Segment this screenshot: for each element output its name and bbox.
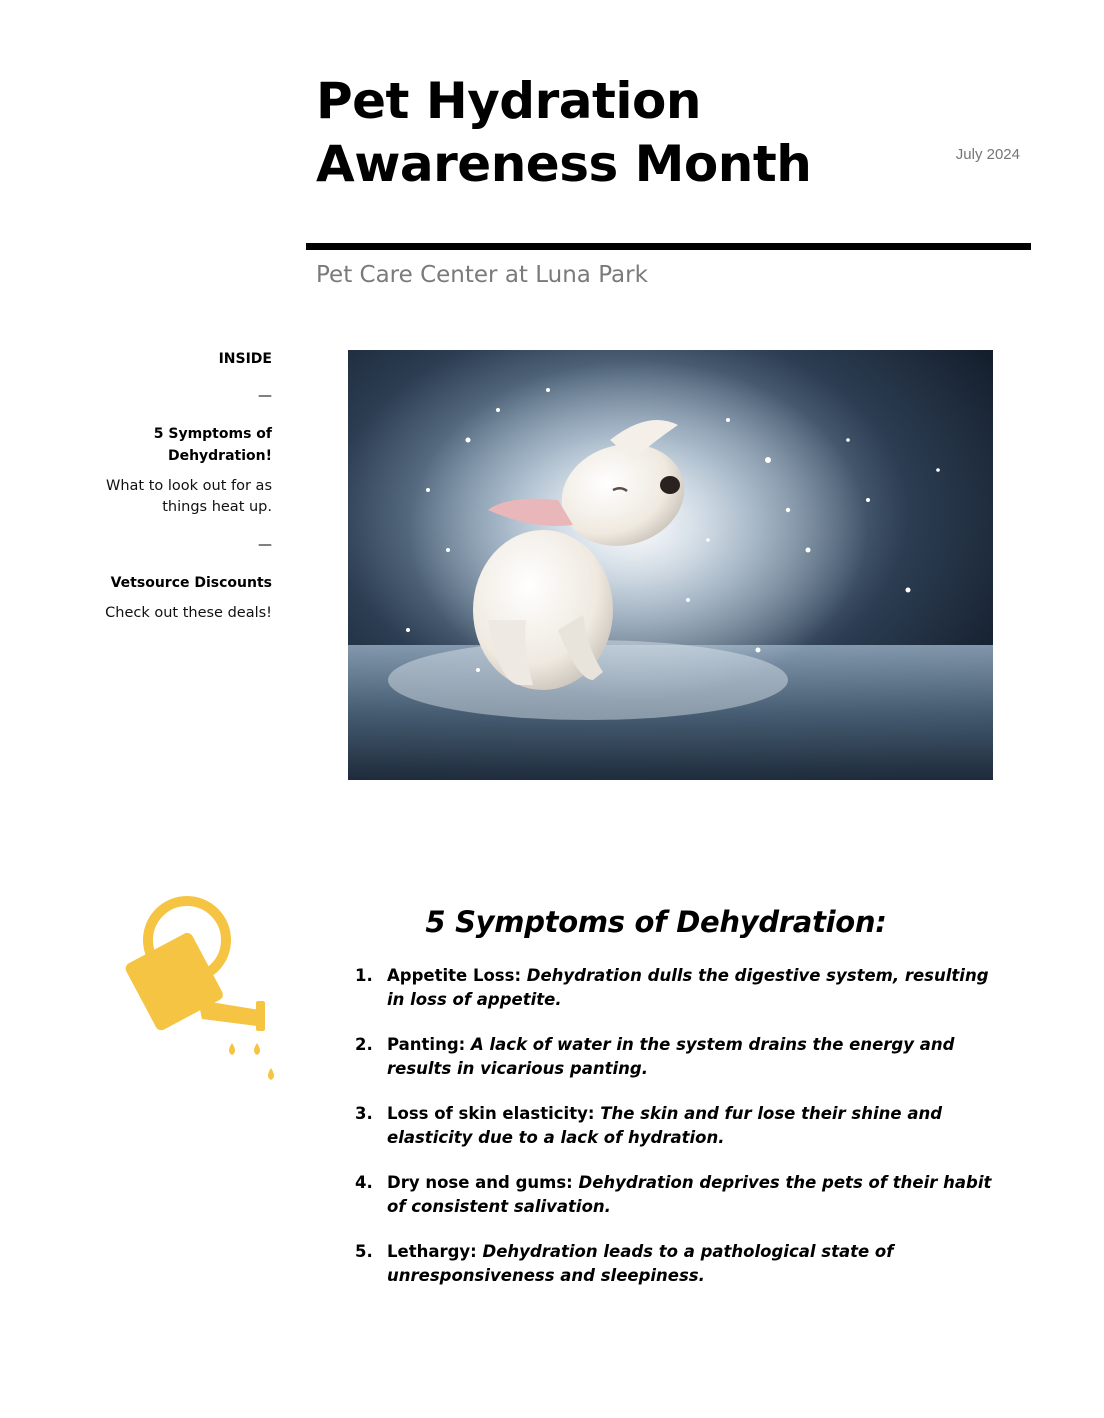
item-term: Loss of skin elasticity: — [387, 1104, 601, 1123]
list-item — [350, 1240, 1000, 1288]
sidebar-item-description: Check out these deals! — [105, 605, 272, 621]
issue-date: July 2024 — [955, 146, 1020, 163]
sidebar-item-title: 5 Symptoms of Dehydration! — [153, 426, 272, 464]
item-description: A lack of water in the system drains the energy and results in vicarious panting. — [387, 1035, 955, 1078]
header-divider — [306, 243, 1031, 250]
item-number: 2. — [355, 1035, 373, 1054]
sidebar-item-title: Vetsource Discounts — [110, 575, 272, 591]
title-line-2: Awareness Month — [316, 135, 812, 193]
list-item — [350, 1102, 1000, 1150]
list-item — [350, 964, 1000, 1012]
dog-shaking-water-photo — [348, 350, 993, 780]
item-term: Dry nose and gums: — [387, 1173, 579, 1192]
item-term: Lethargy: — [387, 1242, 483, 1261]
item-description: Dehydration deprives the pets of their habit of consistent salivation. — [387, 1173, 992, 1216]
sidebar-divider: — — [258, 388, 272, 404]
item-number: 1. — [355, 966, 373, 985]
sidebar-divider: — — [258, 537, 272, 553]
symptoms-heading: 5 Symptoms of Dehydration: — [425, 905, 887, 939]
item-description: The skin and fur lose their shine and elasticity due to a lack of hydration. — [387, 1104, 943, 1147]
list-item — [350, 1033, 1000, 1081]
item-term: Panting: — [387, 1035, 471, 1054]
symptoms-list — [350, 964, 1000, 1309]
list-item — [350, 1171, 1000, 1219]
item-number: 4. — [355, 1173, 373, 1192]
item-number: 3. — [355, 1104, 373, 1123]
item-term: Appetite Loss: — [387, 966, 527, 985]
sidebar-heading: INSIDE — [218, 351, 272, 367]
page-title — [316, 70, 811, 196]
sidebar-item-symptoms[interactable] — [60, 423, 272, 518]
sidebar-item-description: What to look out for as things heat up. — [106, 478, 272, 515]
item-description: Dehydration dulls the digestive system, resulting in loss of appetite. — [387, 966, 989, 1009]
title-line-1: Pet Hydration — [316, 72, 701, 130]
item-description: Dehydration leads to a pathological state of unresponsiveness and sleepiness. — [387, 1242, 894, 1285]
inside-sidebar — [60, 349, 272, 624]
sidebar-item-discounts[interactable] — [60, 572, 272, 624]
watering-can-icon — [110, 895, 285, 1090]
item-number: 5. — [355, 1242, 373, 1261]
page-subtitle: Pet Care Center at Luna Park — [316, 262, 648, 288]
